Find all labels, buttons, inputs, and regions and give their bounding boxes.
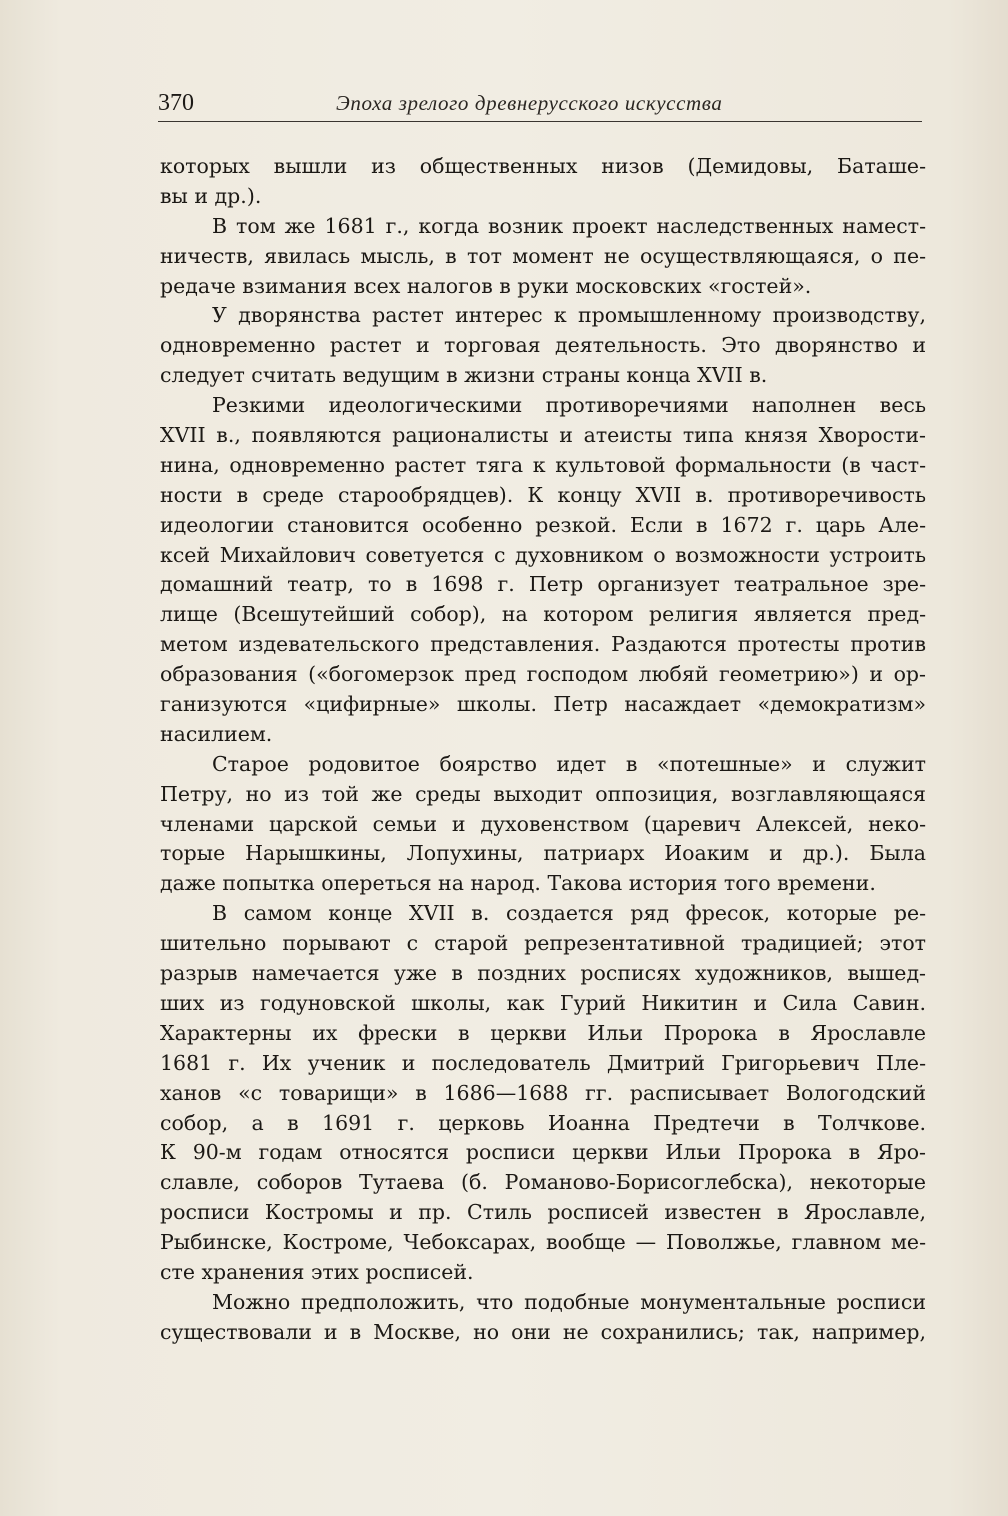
text-line: ших из годуновской школы, как Гурий Никитин и Сила Савин. [160,990,926,1015]
paragraph-first-line: В том же 1681 г., когда возник проект наследственных намест- [212,213,926,238]
text-line: торые Нарышкины, Лопухины, патриарх Иоаким и др.). Была [160,841,926,866]
paragraph-first-line: Можно предположить, что подобные монументальные росписи [212,1289,926,1314]
text-line: вы и др.). [160,183,262,208]
text-line: 1681 г. Их ученик и последователь Дмитрий Григорьевич Пле- [160,1050,926,1075]
paragraph-first-line: Резкими идеологическими противоречиями наполнен весь [212,393,926,418]
paragraph-first-line: Старое родовитое боярство идет в «потешные» и служит [212,751,926,776]
text-line: даже попытка опереться на народ. Такова история того времени. [160,871,876,896]
text-line: ханов «с товарищи» в 1686—1688 гг. расписывает Вологодский [160,1080,926,1105]
text-line: Рыбинске, Костроме, Чебоксарах, вообще — Поволжье, главном ме- [160,1230,926,1255]
text-line: идеологии становится особенно резкой. Если в 1672 г. царь Але- [160,512,926,537]
text-line: собор, а в 1691 г. церковь Иоанна Предтечи в Толчкове. [160,1110,926,1135]
page-header [158,88,922,122]
text-line: следует считать ведущим в жизни страны конца XVII в. [160,363,768,388]
text-line: одновременно растет и торговая деятельность. Это дворянство и [160,333,926,358]
text-line: К 90-м годам относятся росписи церкви Ильи Пророка в Яро- [160,1140,926,1165]
text-line: ничеств, явилась мысль, в тот момент не осуществляющаяся, о пе- [160,243,926,268]
text-line: образования («богомерзок пред господом любяй геометрию») и ор- [160,662,926,687]
text-line: разрыв намечается уже в поздних росписях художников, вышед- [160,961,926,986]
text-line: насилием. [160,721,273,746]
text-line: ганизуются «цифирные» школы. Петр насаждает «демократизм» [160,692,926,717]
text-line: XVII в., появляются рационалисты и атеисты типа князя Хворости- [160,423,926,448]
header-rule [158,121,922,122]
text-line: росписи Костромы и пр. Стиль росписей известен в Ярославле, [160,1200,926,1225]
text-line: сте хранения этих росписей. [160,1259,474,1284]
running-title: Эпоха зрелого древнерусского искусства [336,91,723,115]
text-line: ксей Михайлович советуется с духовником о возможности устроить [160,542,926,567]
text-line: лище (Всешутейший собор), на котором религия является пред- [160,602,926,627]
text-line: славле, соборов Тутаева (б. Романово-Борисоглебска), некоторые [160,1170,926,1195]
page-number: 370 [158,90,194,116]
text-line: нина, одновременно растет тяга к культовой формальности (в част- [160,452,926,477]
paragraph-first-line: У дворянства растет интерес к промышленному производству, [212,303,926,328]
text-line: членами царской семьи и духовенством (царевич Алексей, неко- [160,811,926,836]
text-line: ности в среде старообрядцев). К концу XVII в. противоречивость [160,482,926,507]
text-line: редаче взимания всех налогов в руки московских «гостей». [160,273,812,298]
text-line: домашний театр, то в 1698 г. Петр организует театральное зре- [160,572,926,597]
text-line: шительно порывают с старой репрезентативной традицией; этот [160,931,926,956]
text-line: которых вышли из общественных низов (Демидовы, Баташе- [160,154,926,178]
body-text [160,152,926,1348]
text-line: Характерны их фрески в церкви Ильи Пророка в Ярославле [160,1020,926,1045]
paragraph-first-line: В самом конце XVII в. создается ряд фресок, которые ре- [212,901,926,926]
text-line: Петру, но из той же среды выходит оппозиция, возглавляющаяся [160,781,926,806]
text-line: существовали и в Москве, но они не сохранились; так, например, [160,1319,926,1344]
text-line: метом издевательского представления. Раздаются протесты против [160,632,926,657]
